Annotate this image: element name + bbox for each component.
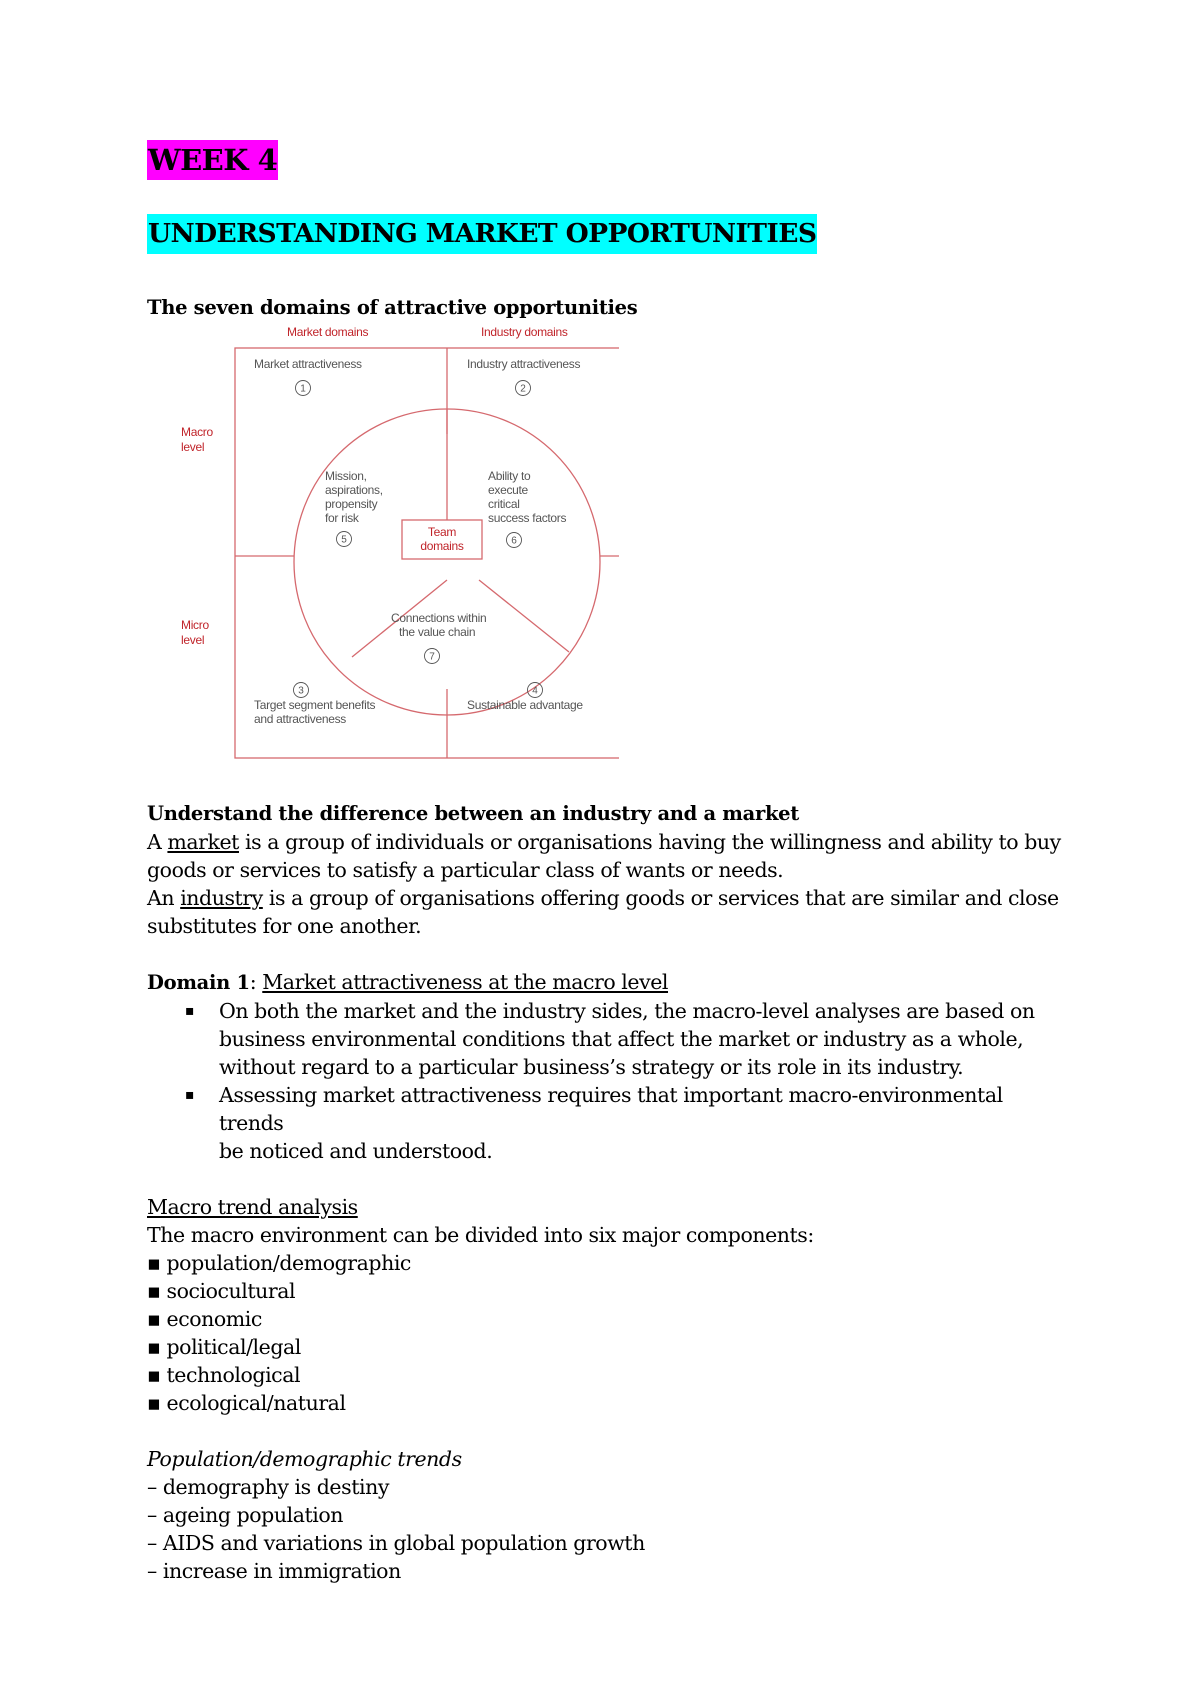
macro-item: ▪ technological [147, 1363, 301, 1387]
label-micro-2: level [181, 633, 205, 647]
d5-line2: aspirations, [325, 483, 383, 497]
d5-line3: propensity [325, 497, 378, 511]
population-item: – increase in immigration [147, 1559, 401, 1583]
q1-label: Market attractiveness [254, 357, 362, 371]
industry-definition: An industry is a group of organisations offering goods or services that are similar and close [147, 886, 1059, 910]
svg-text:3: 3 [298, 685, 304, 697]
document-page [147, 140, 1067, 1585]
market-term: market [167, 830, 239, 854]
macro-item: ▪ sociocultural [147, 1279, 296, 1303]
title-heading-text: UNDERSTANDING MARKET OPPORTUNITIES [147, 214, 817, 254]
domain1-label: Domain 1 [147, 971, 250, 994]
domain1-bullet-1: ▪ On both the market and the industry sides, the macro-level analyses are based on [185, 999, 1035, 1023]
domain1-bullet-1-l3: without regard to a particular business’s strategy or its role in its industry. [219, 1055, 964, 1079]
population-item: – demography is destiny [147, 1475, 389, 1499]
section-seven-domains: The seven domains of attractive opportunities [147, 296, 638, 319]
label-industry-domains: Industry domains [481, 325, 568, 339]
num-circle-5 [337, 532, 352, 547]
section-industry-vs-market: Understand the difference between an industry and a market [147, 802, 799, 825]
population-heading: Population/demographic trends [147, 1447, 462, 1471]
market-definition: A market is a group of individuals or organisations having the willingness and ability to buy [147, 830, 1061, 854]
week-heading [147, 140, 1067, 180]
macro-item: ▪ population/demographic [147, 1251, 411, 1275]
num-circle-1 [296, 381, 311, 396]
d5-line1: Mission, [325, 469, 367, 483]
domain1-bullet-2: ▪ Assessing market attractiveness requires that important macro-environmental trends [185, 1083, 1003, 1135]
d6-line3: critical [488, 497, 520, 511]
domain1-heading: Domain 1: Market attractiveness at the macro level [147, 970, 669, 994]
macro-item: ▪ political/legal [147, 1335, 301, 1359]
week-heading-text: WEEK 4 [147, 140, 278, 180]
industry-term: industry [180, 886, 263, 910]
label-macro-2: level [181, 440, 205, 454]
diagram-outer-frame [235, 348, 619, 758]
d7-line2: the value chain [399, 625, 476, 639]
title-heading [147, 180, 1067, 254]
population-item: – ageing population [147, 1503, 343, 1527]
svg-text:4: 4 [532, 685, 538, 697]
d6-line4: success factors [488, 511, 567, 525]
num-circle-2 [516, 381, 531, 396]
domain1-bullets [147, 997, 1067, 1165]
svg-text:5: 5 [341, 534, 347, 546]
team-label-2: domains [420, 539, 464, 553]
label-market-domains: Market domains [287, 325, 369, 339]
macro-item: ▪ ecological/natural [147, 1391, 346, 1415]
svg-text:7: 7 [429, 651, 435, 663]
q3-label-1: Target segment benefits [254, 698, 376, 712]
macro-item: ▪ economic [147, 1307, 262, 1331]
seven-domains-diagram [159, 322, 619, 762]
q3-label-2: and attractiveness [254, 712, 346, 726]
d7-line1: Connections within [391, 611, 487, 625]
macro-trend-intro: The macro environment can be divided into six major components: [147, 1223, 814, 1247]
q2-label: Industry attractiveness [467, 357, 581, 371]
label-micro-1: Micro [181, 618, 209, 632]
d5-line4: for risk [325, 511, 359, 525]
svg-text:2: 2 [520, 383, 526, 395]
d6-line1: Ability to [488, 469, 531, 483]
industry-definition-l2: substitutes for one another. [147, 914, 422, 938]
d6-line2: execute [488, 483, 528, 497]
macro-trend-heading: Macro trend analysis [147, 1195, 358, 1219]
seven-domains-svg [159, 322, 619, 762]
team-label-1: Team [427, 525, 457, 539]
num-circle-3 [294, 683, 309, 698]
diagram-spoke-right [479, 580, 569, 652]
num-circle-7 [425, 649, 440, 664]
q4-label: Sustainable advantage [467, 698, 583, 712]
svg-text:1: 1 [300, 383, 306, 395]
num-circle-6 [507, 533, 522, 548]
label-macro-1: Macro [181, 425, 213, 439]
domain1-bullet-2-l2: be noticed and understood. [219, 1139, 493, 1163]
market-definition-l2: goods or services to satisfy a particular class of wants or needs. [147, 858, 784, 882]
svg-text:6: 6 [511, 535, 517, 547]
domain1-bullet-1-l2: business environmental conditions that affect the market or industry as a whole, [219, 1027, 1024, 1051]
domain1-title: Market attractiveness at the macro level [262, 970, 669, 994]
population-item: – AIDS and variations in global population growth [147, 1531, 645, 1555]
